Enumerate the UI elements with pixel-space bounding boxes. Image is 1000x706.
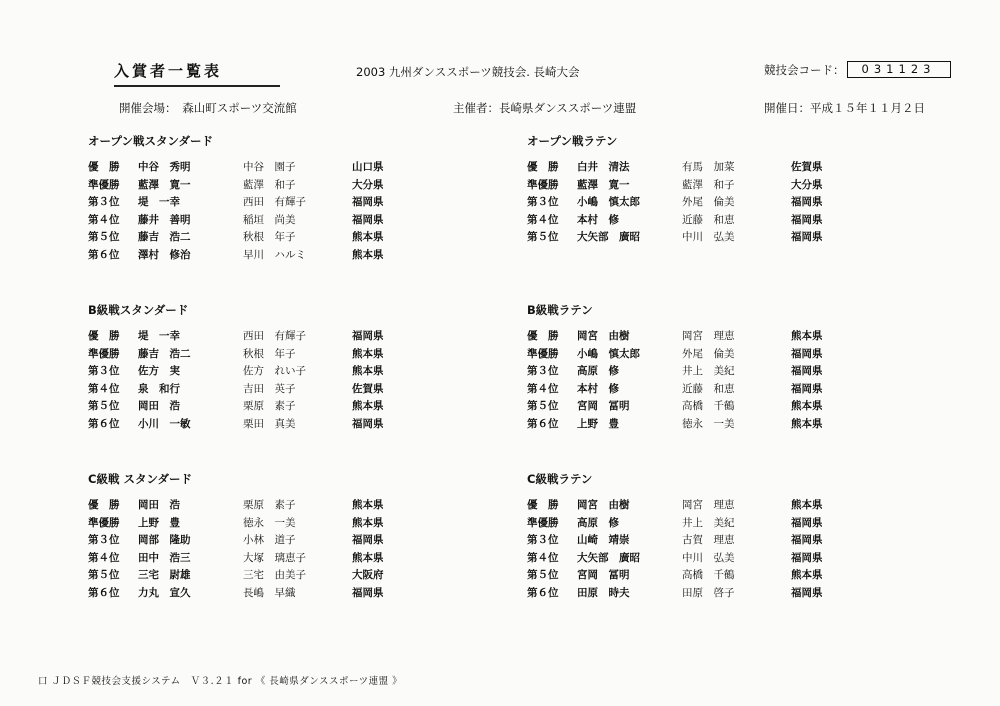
partner-name: 田原 啓子	[682, 586, 735, 599]
competition-code-value: 031123	[847, 61, 951, 78]
rank-cell: 準優勝	[527, 347, 559, 360]
result-row	[88, 229, 398, 247]
prefecture: 熊本県	[352, 551, 384, 564]
leader-name: 本村 修	[577, 213, 619, 226]
rank-cell: 第６位	[527, 586, 559, 599]
prefecture: 熊本県	[791, 417, 823, 430]
prefecture: 熊本県	[791, 569, 823, 581]
result-row	[88, 585, 398, 603]
prefecture: 大阪府	[352, 569, 384, 581]
leader-name: 田中 浩三	[138, 551, 191, 564]
partner-name: 藍澤 和子	[243, 178, 296, 191]
section-title: オープン戦スタンダード	[88, 134, 214, 148]
prefecture: 福岡県	[791, 551, 823, 564]
rank-cell: 第４位	[527, 213, 559, 226]
result-row	[88, 532, 398, 550]
rank-cell: 第５位	[527, 569, 559, 581]
rank-cell: 第３位	[88, 534, 120, 546]
leader-name: 白井 清法	[577, 161, 630, 173]
leader-name: 小嶋 慎太郎	[577, 196, 640, 208]
partner-name: 西田 有輝子	[243, 330, 306, 342]
prefecture: 熊本県	[352, 516, 384, 529]
partner-name: 大塚 璃恵子	[243, 551, 306, 564]
leader-name: 岡宮 由樹	[577, 499, 630, 511]
result-row	[527, 416, 837, 434]
result-row	[527, 585, 837, 603]
results-section	[527, 302, 837, 433]
rank-cell: 第６位	[88, 586, 120, 599]
rank-cell: 優 勝	[527, 499, 559, 511]
prefecture: 福岡県	[352, 417, 384, 430]
partner-name: 中川 弘美	[682, 551, 735, 564]
prefecture: 熊本県	[352, 499, 384, 511]
partner-name: 西田 有輝子	[243, 196, 306, 208]
partner-name: 有馬 加菜	[682, 161, 735, 173]
section-title: C級戦 スタンダード	[88, 472, 192, 486]
event-name: 2003 九州ダンススポーツ競技会. 長崎大会	[356, 65, 580, 79]
result-row	[88, 398, 398, 416]
rank-cell: 準優勝	[527, 178, 559, 191]
partner-name: 秋根 年子	[243, 231, 296, 243]
prefecture: 大分県	[791, 178, 823, 191]
prefecture: 福岡県	[791, 213, 823, 226]
partner-name: 外尾 倫美	[682, 196, 735, 208]
rank-cell: 第４位	[88, 213, 120, 226]
result-row	[527, 497, 837, 515]
leader-name: 小川 一敏	[138, 417, 191, 430]
prefecture: 福岡県	[791, 382, 823, 395]
leader-name: 泉 和行	[138, 382, 180, 395]
leader-name: 藤井 善明	[138, 213, 191, 226]
leader-name: 上野 豊	[577, 417, 619, 430]
rank-cell: 第４位	[527, 382, 559, 395]
prefecture: 熊本県	[352, 231, 384, 243]
rank-cell: 準優勝	[527, 516, 559, 529]
prefecture: 福岡県	[791, 586, 823, 599]
result-row	[88, 177, 398, 195]
partner-name: 高橋 千鶴	[682, 400, 735, 412]
competition-code	[764, 61, 951, 78]
rank-cell: 第６位	[88, 417, 120, 430]
result-row	[88, 497, 398, 515]
rank-cell: 第３位	[527, 365, 559, 377]
partner-name: 吉田 英子	[243, 382, 296, 395]
rank-cell: 優 勝	[88, 161, 120, 173]
rank-cell: 第４位	[527, 551, 559, 564]
partner-name: 中川 弘美	[682, 231, 735, 243]
partner-name: 長嶋 早織	[243, 586, 296, 599]
results-section	[527, 471, 837, 602]
leader-name: 高原 修	[577, 516, 619, 529]
prefecture: 福岡県	[352, 196, 384, 208]
section-title: B級戦ラテン	[527, 303, 593, 317]
result-row	[527, 363, 837, 381]
prefecture: 熊本県	[791, 330, 823, 342]
rank-cell: 第５位	[88, 569, 120, 581]
leader-name: 山崎 靖崇	[577, 534, 630, 546]
rank-cell: 第３位	[88, 365, 120, 377]
result-row	[527, 177, 837, 195]
result-row	[88, 515, 398, 533]
leader-name: 宮岡 冨明	[577, 400, 630, 412]
prefecture: 熊本県	[791, 400, 823, 412]
result-row	[88, 381, 398, 399]
result-row	[88, 567, 398, 585]
leader-name: 力丸 宣久	[138, 586, 191, 599]
partner-name: 栗田 真美	[243, 417, 296, 430]
partner-name: 小林 道子	[243, 534, 296, 546]
prefecture: 熊本県	[352, 347, 384, 360]
partner-name: 岡宮 理恵	[682, 499, 735, 511]
prefecture: 熊本県	[352, 400, 384, 412]
partner-name: 秋根 年子	[243, 347, 296, 360]
leader-name: 高原 修	[577, 365, 619, 377]
leader-name: 岡田 浩	[138, 499, 180, 511]
rank-cell: 第３位	[88, 196, 120, 208]
rank-cell: 第４位	[88, 382, 120, 395]
leader-name: 佐方 実	[138, 365, 180, 377]
leader-name: 田原 時夫	[577, 586, 630, 599]
footer-system-note: 口 ＪＤＳＦ競技会支援システム Ｖ３.２１ for 《 長崎県ダンススポーツ連盟 》	[38, 676, 403, 687]
rank-cell: 優 勝	[527, 330, 559, 342]
rank-cell: 第６位	[88, 248, 120, 261]
rank-cell: 優 勝	[88, 499, 120, 511]
prefecture: 福岡県	[791, 347, 823, 360]
partner-name: 井上 美紀	[682, 516, 735, 529]
rank-cell: 第４位	[88, 551, 120, 564]
result-row	[527, 328, 837, 346]
result-row	[527, 515, 837, 533]
section-title: C級戦ラテン	[527, 472, 593, 486]
results-section	[527, 133, 837, 247]
rank-cell: 優 勝	[88, 330, 120, 342]
result-row	[527, 381, 837, 399]
leader-name: 藍澤 寛一	[138, 178, 191, 191]
leader-name: 三宅 尉雄	[138, 569, 191, 581]
partner-name: 栗原 素子	[243, 499, 296, 511]
partner-name: 中谷 園子	[243, 161, 296, 173]
result-row	[88, 159, 398, 177]
rank-cell: 第３位	[527, 196, 559, 208]
rank-cell: 第６位	[527, 417, 559, 430]
prefecture: 福岡県	[352, 534, 384, 546]
section-title: オープン戦ラテン	[527, 134, 618, 148]
leader-name: 堤 一幸	[138, 330, 180, 342]
rank-cell: 第３位	[527, 534, 559, 546]
organizer: 主催者：長崎県ダンススポーツ連盟	[453, 101, 637, 115]
partner-name: 徳永 一美	[243, 516, 296, 529]
partner-name: 岡宮 理恵	[682, 330, 735, 342]
result-row	[527, 194, 837, 212]
result-row	[88, 194, 398, 212]
leader-name: 藍澤 寛一	[577, 178, 630, 191]
prefecture: 福岡県	[791, 231, 823, 243]
leader-name: 本村 修	[577, 382, 619, 395]
partner-name: 井上 美紀	[682, 365, 735, 377]
prefecture: 熊本県	[352, 248, 384, 261]
leader-name: 堤 一幸	[138, 196, 180, 208]
result-row	[527, 229, 837, 247]
result-row	[527, 212, 837, 230]
rank-cell: 準優勝	[88, 347, 120, 360]
result-row	[527, 567, 837, 585]
result-row	[88, 550, 398, 568]
leader-name: 岡田 浩	[138, 400, 180, 412]
prefecture: 佐賀県	[352, 382, 384, 395]
prefecture: 福岡県	[791, 516, 823, 529]
competition-code-label: 競技会コード：	[764, 62, 845, 77]
result-row	[88, 212, 398, 230]
prefecture: 熊本県	[352, 365, 384, 377]
partner-name: 栗原 素子	[243, 400, 296, 412]
leader-name: 上野 豊	[138, 516, 180, 529]
rank-cell: 第５位	[88, 231, 120, 243]
rank-cell: 第５位	[527, 400, 559, 412]
prefecture: 山口県	[352, 161, 384, 173]
prefecture: 熊本県	[791, 499, 823, 511]
leader-name: 小嶋 慎太郎	[577, 347, 640, 360]
leader-name: 藤吉 浩二	[138, 347, 191, 360]
partner-name: 三宅 由美子	[243, 569, 306, 581]
prefecture: 佐賀県	[791, 161, 823, 173]
leader-name: 大矢部 廣昭	[577, 231, 640, 243]
leader-name: 宮岡 冨明	[577, 569, 630, 581]
rank-cell: 第５位	[88, 400, 120, 412]
partner-name: 高橋 千鶴	[682, 569, 735, 581]
prefecture: 福岡県	[791, 365, 823, 377]
rank-cell: 準優勝	[88, 516, 120, 529]
result-row	[88, 346, 398, 364]
rank-cell: 準優勝	[88, 178, 120, 191]
partner-name: 早川 ハルミ	[243, 248, 306, 261]
result-row	[527, 346, 837, 364]
partner-name: 佐方 れい子	[243, 365, 306, 377]
page-title: 入賞者一覧表	[114, 60, 280, 87]
prefecture: 福岡県	[352, 330, 384, 342]
rank-cell: 優 勝	[527, 161, 559, 173]
leader-name: 岡宮 由樹	[577, 330, 630, 342]
rank-cell: 第５位	[527, 231, 559, 243]
prefecture: 福岡県	[791, 196, 823, 208]
partner-name: 稲垣 尚美	[243, 213, 296, 226]
results-section	[88, 471, 398, 602]
result-row	[88, 328, 398, 346]
venue: 開催会場： 森山町スポーツ交流館	[119, 101, 297, 115]
partner-name: 藍澤 和子	[682, 178, 735, 191]
results-section	[88, 302, 398, 433]
leader-name: 澤村 修治	[138, 248, 191, 261]
result-row	[527, 398, 837, 416]
partner-name: 徳永 一美	[682, 417, 735, 430]
leader-name: 中谷 秀明	[138, 161, 191, 173]
partner-name: 近藤 和恵	[682, 213, 735, 226]
result-row	[88, 363, 398, 381]
leader-name: 岡部 隆助	[138, 534, 191, 546]
partner-name: 近藤 和恵	[682, 382, 735, 395]
result-row	[527, 550, 837, 568]
result-row	[527, 532, 837, 550]
partner-name: 古賀 理恵	[682, 534, 735, 546]
prefecture: 福岡県	[791, 534, 823, 546]
results-section	[88, 133, 398, 264]
result-row	[88, 247, 398, 265]
section-title: B級戦スタンダード	[88, 303, 189, 317]
result-row	[88, 416, 398, 434]
prefecture: 福岡県	[352, 213, 384, 226]
partner-name: 外尾 倫美	[682, 347, 735, 360]
leader-name: 藤吉 浩二	[138, 231, 191, 243]
event-date: 開催日：平成１５年１１月２日	[764, 101, 925, 115]
prefecture: 福岡県	[352, 586, 384, 599]
prefecture: 大分県	[352, 178, 384, 191]
result-row	[527, 159, 837, 177]
leader-name: 大矢部 廣昭	[577, 551, 640, 564]
